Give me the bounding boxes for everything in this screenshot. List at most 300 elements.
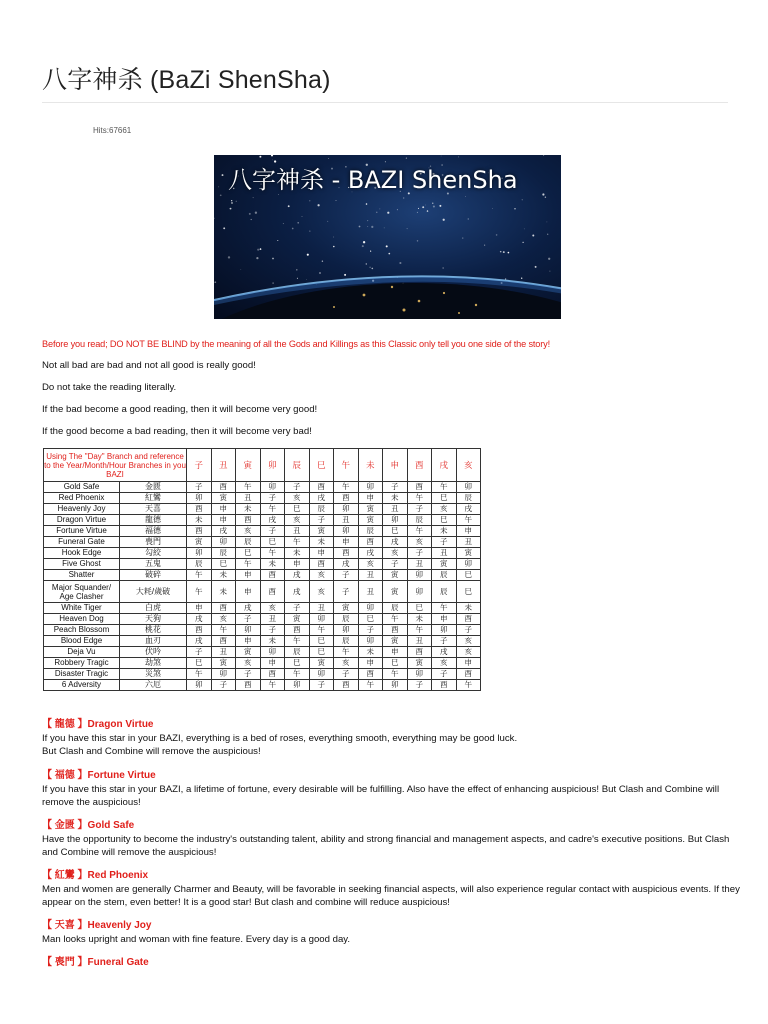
branch-value-cell: 酉: [407, 647, 432, 658]
branch-value-cell: 亥: [260, 603, 285, 614]
title-divider: [42, 102, 728, 103]
branch-header-cell: 寅: [236, 449, 261, 482]
star-name-en: Five Ghost: [44, 559, 120, 570]
branch-value-cell: 子: [407, 680, 432, 691]
branch-value-cell: 申: [187, 603, 212, 614]
branch-value-cell: 亥: [309, 581, 334, 603]
branch-header-cell: 亥: [456, 449, 481, 482]
branch-value-cell: 未: [383, 493, 408, 504]
branch-value-cell: 巳: [309, 647, 334, 658]
branch-value-cell: 戌: [456, 504, 481, 515]
branch-value-cell: 戌: [358, 548, 383, 559]
branch-value-cell: 亥: [358, 559, 383, 570]
branch-value-cell: 辰: [432, 581, 457, 603]
branch-value-cell: 巳: [358, 614, 383, 625]
branch-value-cell: 申: [211, 504, 236, 515]
branch-value-cell: 亥: [236, 526, 261, 537]
star-name-zh: 大耗/歲破: [120, 581, 187, 603]
star-name-zh: 白虎: [120, 603, 187, 614]
branch-value-cell: 未: [407, 614, 432, 625]
branch-value-cell: 午: [236, 559, 261, 570]
branch-value-cell: 未: [456, 603, 481, 614]
branch-value-cell: 丑: [285, 526, 310, 537]
branch-value-cell: 申: [334, 537, 359, 548]
table-row: [44, 625, 481, 636]
branch-value-cell: 酉: [187, 526, 212, 537]
star-name-zh: 劫煞: [120, 658, 187, 669]
branch-value-cell: 酉: [211, 636, 236, 647]
branch-value-cell: 酉: [285, 625, 310, 636]
branch-value-cell: 午: [456, 680, 481, 691]
branch-value-cell: 酉: [309, 482, 334, 493]
branch-value-cell: 午: [432, 482, 457, 493]
branch-value-cell: 酉: [432, 680, 457, 691]
branch-value-cell: 卯: [432, 625, 457, 636]
branch-value-cell: 未: [211, 570, 236, 581]
branch-value-cell: 子: [432, 537, 457, 548]
branch-value-cell: 丑: [432, 548, 457, 559]
branch-value-cell: 辰: [187, 559, 212, 570]
branch-value-cell: 酉: [187, 504, 212, 515]
branch-value-cell: 卯: [383, 515, 408, 526]
table-row: [44, 515, 481, 526]
branch-value-cell: 卯: [211, 537, 236, 548]
branch-value-cell: 卯: [407, 570, 432, 581]
branch-header-cell: 未: [358, 449, 383, 482]
branch-value-cell: 巳: [285, 504, 310, 515]
branch-value-cell: 子: [285, 482, 310, 493]
star-name-en: 6 Adversity: [44, 680, 120, 691]
branch-value-cell: 巳: [456, 581, 481, 603]
branch-value-cell: 巳: [383, 526, 408, 537]
table-row: [44, 537, 481, 548]
branch-value-cell: 申: [236, 570, 261, 581]
star-name-zh: 天喜: [120, 504, 187, 515]
branch-value-cell: 午: [211, 625, 236, 636]
branch-value-cell: 戌: [187, 636, 212, 647]
branch-value-cell: 亥: [285, 515, 310, 526]
branch-value-cell: 酉: [211, 603, 236, 614]
branch-value-cell: 巳: [432, 493, 457, 504]
branch-value-cell: 巳: [187, 658, 212, 669]
branch-value-cell: 午: [358, 680, 383, 691]
intro-line: If the good become a bad reading, then it will become very bad!: [42, 426, 312, 437]
star-name-en: Hook Edge: [44, 548, 120, 559]
star-name-zh: 六厄: [120, 680, 187, 691]
branch-value-cell: 辰: [334, 636, 359, 647]
branch-value-cell: 寅: [383, 636, 408, 647]
section-title: 【 金匮 】Gold Safe: [42, 820, 135, 831]
branch-value-cell: 丑: [309, 603, 334, 614]
branch-value-cell: 未: [285, 548, 310, 559]
branch-value-cell: 寅: [187, 537, 212, 548]
section-title: 【 喪門 】Funeral Gate: [42, 957, 149, 968]
branch-value-cell: 寅: [432, 559, 457, 570]
branch-value-cell: 子: [260, 526, 285, 537]
branch-value-cell: 辰: [309, 504, 334, 515]
section-title: 【 紅鸞 】Red Phoenix: [42, 870, 149, 881]
branch-value-cell: 亥: [309, 570, 334, 581]
branch-value-cell: 申: [211, 515, 236, 526]
star-section: [42, 866, 742, 909]
branch-value-cell: 子: [236, 614, 261, 625]
branch-value-cell: 戌: [211, 526, 236, 537]
branch-value-cell: 亥: [456, 636, 481, 647]
branch-value-cell: 申: [383, 647, 408, 658]
branch-value-cell: 午: [407, 625, 432, 636]
branch-value-cell: 午: [285, 669, 310, 680]
branch-value-cell: 巳: [285, 658, 310, 669]
intro-line: If the bad become a good reading, then it will become very good!: [42, 404, 318, 415]
branch-value-cell: 卯: [187, 548, 212, 559]
table-row: [44, 680, 481, 691]
star-section: [42, 766, 742, 809]
branch-header-cell: 子: [187, 449, 212, 482]
branch-value-cell: 辰: [358, 526, 383, 537]
branch-value-cell: 寅: [285, 614, 310, 625]
branch-value-cell: 午: [407, 526, 432, 537]
table-row: [44, 636, 481, 647]
branch-header-cell: 酉: [407, 449, 432, 482]
table-row: [44, 526, 481, 537]
star-name-en: Disaster Tragic: [44, 669, 120, 680]
table-row: [44, 559, 481, 570]
branch-value-cell: 寅: [383, 581, 408, 603]
page-title: 八字神杀 (BaZi ShenSha): [42, 66, 331, 94]
section-title: 【 龍德 】Dragon Virtue: [42, 719, 154, 730]
branch-value-cell: 申: [358, 658, 383, 669]
branch-value-cell: 午: [285, 636, 310, 647]
shensha-table: [43, 448, 481, 691]
hits-counter: Hits:67661: [93, 126, 132, 135]
star-name-en: Peach Blossom: [44, 625, 120, 636]
branch-value-cell: 卯: [407, 669, 432, 680]
branch-value-cell: 卯: [358, 603, 383, 614]
branch-value-cell: 卯: [407, 581, 432, 603]
star-name-zh: 金匮: [120, 482, 187, 493]
branch-value-cell: 寅: [309, 658, 334, 669]
branch-value-cell: 子: [187, 482, 212, 493]
branch-value-cell: 卯: [236, 625, 261, 636]
table-row: [44, 614, 481, 625]
branch-value-cell: 申: [309, 548, 334, 559]
star-name-en: Heavenly Joy: [44, 504, 120, 515]
branch-value-cell: 酉: [236, 515, 261, 526]
table-row: [44, 493, 481, 504]
branch-value-cell: 辰: [211, 548, 236, 559]
branch-value-cell: 申: [456, 526, 481, 537]
branch-value-cell: 午: [383, 669, 408, 680]
branch-value-cell: 午: [334, 647, 359, 658]
table-row: [44, 603, 481, 614]
section-title: 【 天喜 】Heavenly Joy: [42, 920, 152, 931]
branch-value-cell: 午: [309, 625, 334, 636]
branch-value-cell: 寅: [309, 526, 334, 537]
branch-value-cell: 卯: [187, 680, 212, 691]
branch-value-cell: 戌: [432, 647, 457, 658]
star-name-en: Funeral Gate: [44, 537, 120, 548]
branch-value-cell: 未: [260, 559, 285, 570]
branch-value-cell: 巳: [236, 548, 261, 559]
star-name-en: Heaven Dog: [44, 614, 120, 625]
table-row: [44, 581, 481, 603]
branch-value-cell: 子: [407, 504, 432, 515]
branch-value-cell: 酉: [187, 625, 212, 636]
warning-text: Before you read; DO NOT BE BLIND by the meaning of all the Gods and Killings as this Classic only tell you one side of the story!: [42, 339, 551, 349]
branch-value-cell: 午: [334, 482, 359, 493]
branch-value-cell: 申: [456, 658, 481, 669]
branch-value-cell: 巳: [432, 515, 457, 526]
branch-value-cell: 辰: [432, 570, 457, 581]
branch-value-cell: 寅: [407, 658, 432, 669]
branch-value-cell: 亥: [285, 493, 310, 504]
branch-value-cell: 子: [211, 680, 236, 691]
branch-value-cell: 寅: [358, 515, 383, 526]
branch-value-cell: 戌: [309, 493, 334, 504]
branch-value-cell: 酉: [456, 669, 481, 680]
branch-value-cell: 寅: [383, 570, 408, 581]
star-name-en: Deja Vu: [44, 647, 120, 658]
intro-line: Do not take the reading literally.: [42, 382, 177, 393]
branch-value-cell: 巳: [407, 603, 432, 614]
star-name-en: Shatter: [44, 570, 120, 581]
branch-value-cell: 卯: [358, 636, 383, 647]
branch-value-cell: 丑: [358, 581, 383, 603]
section-body: Man looks upright and woman with fine feature. Every day is a good day.: [42, 934, 351, 945]
star-section: [42, 916, 742, 946]
star-name-zh: 天狗: [120, 614, 187, 625]
branch-value-cell: 子: [383, 482, 408, 493]
branch-value-cell: 辰: [456, 493, 481, 504]
star-name-zh: 龍德: [120, 515, 187, 526]
branch-value-cell: 亥: [432, 658, 457, 669]
branch-value-cell: 午: [236, 482, 261, 493]
branch-value-cell: 酉: [383, 625, 408, 636]
branch-value-cell: 午: [260, 548, 285, 559]
branch-header-cell: 申: [383, 449, 408, 482]
branch-value-cell: 申: [260, 658, 285, 669]
table-row: [44, 548, 481, 559]
branch-value-cell: 丑: [383, 504, 408, 515]
branch-header-cell: 丑: [211, 449, 236, 482]
branch-value-cell: 午: [260, 680, 285, 691]
section-title: 【 福德 】Fortune Virtue: [42, 770, 156, 781]
star-name-zh: 伏吟: [120, 647, 187, 658]
branch-value-cell: 卯: [334, 504, 359, 515]
branch-value-cell: 未: [236, 504, 261, 515]
branch-value-cell: 寅: [236, 647, 261, 658]
branch-value-cell: 酉: [456, 614, 481, 625]
branch-value-cell: 未: [358, 647, 383, 658]
star-name-zh: 福德: [120, 526, 187, 537]
branch-value-cell: 酉: [358, 537, 383, 548]
star-name-zh: 紅鸞: [120, 493, 187, 504]
branch-value-cell: 酉: [260, 570, 285, 581]
star-name-en: Blood Edge: [44, 636, 120, 647]
branch-value-cell: 卯: [187, 493, 212, 504]
section-body: If you have this star in your BAZI, everything is a bed of roses, everything smooth, everything may be good luck.: [42, 733, 518, 744]
branch-value-cell: 戌: [334, 559, 359, 570]
branch-value-cell: 酉: [260, 669, 285, 680]
branch-header-cell: 卯: [260, 449, 285, 482]
branch-value-cell: 酉: [407, 482, 432, 493]
table-row: [44, 482, 481, 493]
branch-value-cell: 子: [358, 625, 383, 636]
branch-value-cell: 卯: [211, 669, 236, 680]
branch-value-cell: 午: [407, 493, 432, 504]
branch-value-cell: 亥: [236, 658, 261, 669]
branch-value-cell: 酉: [358, 669, 383, 680]
branch-value-cell: 卯: [383, 680, 408, 691]
branch-value-cell: 卯: [285, 680, 310, 691]
section-body: If you have this star in your BAZI, a lifetime of fortune, every desirable will be fulfilling. Also have the effect of enhancing auspicious! But Clash and Combine will remove the auspicious!: [42, 784, 720, 808]
branch-value-cell: 卯: [309, 614, 334, 625]
branch-value-cell: 子: [334, 669, 359, 680]
branch-value-cell: 申: [432, 614, 457, 625]
branch-value-cell: 酉: [236, 680, 261, 691]
branch-value-cell: 申: [285, 559, 310, 570]
branch-value-cell: 午: [383, 614, 408, 625]
banner-image: [214, 155, 561, 319]
branch-value-cell: 丑: [407, 559, 432, 570]
branch-value-cell: 亥: [334, 658, 359, 669]
star-name-zh: 破碎: [120, 570, 187, 581]
star-name-en: White Tiger: [44, 603, 120, 614]
branch-value-cell: 午: [187, 669, 212, 680]
branch-value-cell: 丑: [358, 570, 383, 581]
branch-value-cell: 未: [432, 526, 457, 537]
branch-value-cell: 子: [260, 493, 285, 504]
branch-header-cell: 巳: [309, 449, 334, 482]
branch-value-cell: 巳: [309, 636, 334, 647]
branch-value-cell: 丑: [334, 515, 359, 526]
branch-value-cell: 巳: [211, 559, 236, 570]
branch-value-cell: 卯: [334, 526, 359, 537]
branch-value-cell: 未: [260, 636, 285, 647]
branch-value-cell: 子: [432, 669, 457, 680]
branch-value-cell: 辰: [383, 603, 408, 614]
star-name-zh: 喪門: [120, 537, 187, 548]
table-row: [44, 570, 481, 581]
branch-value-cell: 戌: [187, 614, 212, 625]
branch-value-cell: 午: [187, 581, 212, 603]
intro-line: Not all bad are bad and not all good is really good!: [42, 360, 256, 371]
branch-value-cell: 戌: [285, 570, 310, 581]
section-body: Have the opportunity to become the industry's outstanding talent, ability and strong financial and management aspects, and cadre's executive positions. But Clash and Combine will remove the auspicious!: [42, 834, 730, 858]
branch-value-cell: 寅: [211, 658, 236, 669]
branch-value-cell: 酉: [211, 482, 236, 493]
branch-value-cell: 未: [187, 515, 212, 526]
star-name-zh: 血刃: [120, 636, 187, 647]
branch-value-cell: 丑: [407, 636, 432, 647]
branch-value-cell: 巳: [383, 658, 408, 669]
table-row: [44, 647, 481, 658]
star-name-en: Dragon Virtue: [44, 515, 120, 526]
branch-value-cell: 巳: [456, 570, 481, 581]
branch-value-cell: 寅: [456, 548, 481, 559]
branch-value-cell: 辰: [236, 537, 261, 548]
branch-value-cell: 丑: [236, 493, 261, 504]
branch-value-cell: 辰: [285, 647, 310, 658]
branch-value-cell: 卯: [456, 482, 481, 493]
star-name-en: Major Squander/ Age Clasher: [44, 581, 120, 603]
branch-value-cell: 子: [432, 636, 457, 647]
star-section: [42, 953, 742, 968]
branch-value-cell: 酉: [260, 581, 285, 603]
banner-title: 八字神杀 - BAZI ShenSha: [228, 166, 518, 194]
branch-value-cell: 酉: [334, 548, 359, 559]
branch-value-cell: 未: [309, 537, 334, 548]
star-name-zh: 五鬼: [120, 559, 187, 570]
branch-value-cell: 辰: [334, 614, 359, 625]
star-name-zh: 勾絞: [120, 548, 187, 559]
branch-value-cell: 丑: [211, 647, 236, 658]
branch-value-cell: 未: [211, 581, 236, 603]
branch-value-cell: 午: [456, 515, 481, 526]
branch-value-cell: 寅: [211, 493, 236, 504]
branch-value-cell: 卯: [260, 647, 285, 658]
star-name-en: Fortune Virtue: [44, 526, 120, 537]
branch-value-cell: 子: [456, 625, 481, 636]
branch-value-cell: 子: [187, 647, 212, 658]
branch-value-cell: 亥: [407, 537, 432, 548]
branch-value-cell: 戌: [236, 603, 261, 614]
branch-value-cell: 子: [334, 581, 359, 603]
branch-header-cell: 辰: [285, 449, 310, 482]
table-header-row: [44, 449, 481, 482]
star-section: [42, 816, 742, 859]
branch-value-cell: 丑: [260, 614, 285, 625]
branch-header-cell: 午: [334, 449, 359, 482]
branch-value-cell: 戌: [285, 581, 310, 603]
branch-value-cell: 午: [432, 603, 457, 614]
branch-value-cell: 亥: [211, 614, 236, 625]
star-name-en: Gold Safe: [44, 482, 120, 493]
branch-value-cell: 子: [260, 625, 285, 636]
branch-value-cell: 午: [285, 537, 310, 548]
branch-value-cell: 申: [236, 581, 261, 603]
section-body: But Clash and Combine will remove the auspicious!: [42, 746, 261, 757]
branch-value-cell: 卯: [358, 482, 383, 493]
branch-value-cell: 子: [236, 669, 261, 680]
branch-value-cell: 子: [285, 603, 310, 614]
branch-value-cell: 辰: [407, 515, 432, 526]
branch-value-cell: 子: [309, 515, 334, 526]
branch-value-cell: 午: [260, 504, 285, 515]
table-row: [44, 504, 481, 515]
branch-value-cell: 亥: [456, 647, 481, 658]
branch-value-cell: 卯: [456, 559, 481, 570]
branch-value-cell: 子: [334, 570, 359, 581]
branch-value-cell: 申: [358, 493, 383, 504]
branch-value-cell: 卯: [334, 625, 359, 636]
branch-value-cell: 子: [383, 559, 408, 570]
branch-value-cell: 卯: [260, 482, 285, 493]
branch-value-cell: 寅: [358, 504, 383, 515]
star-name-en: Red Phoenix: [44, 493, 120, 504]
table-header-label: Using The "Day" Branch and reference to the Year/Month/Hour Branches in you BAZI: [44, 449, 187, 482]
branch-value-cell: 亥: [383, 548, 408, 559]
branch-value-cell: 申: [236, 636, 261, 647]
branch-value-cell: 酉: [334, 493, 359, 504]
table-row: [44, 658, 481, 669]
branch-value-cell: 酉: [334, 680, 359, 691]
branch-value-cell: 子: [309, 680, 334, 691]
branch-value-cell: 戌: [260, 515, 285, 526]
branch-value-cell: 寅: [334, 603, 359, 614]
branch-value-cell: 子: [407, 548, 432, 559]
branch-header-cell: 戌: [432, 449, 457, 482]
